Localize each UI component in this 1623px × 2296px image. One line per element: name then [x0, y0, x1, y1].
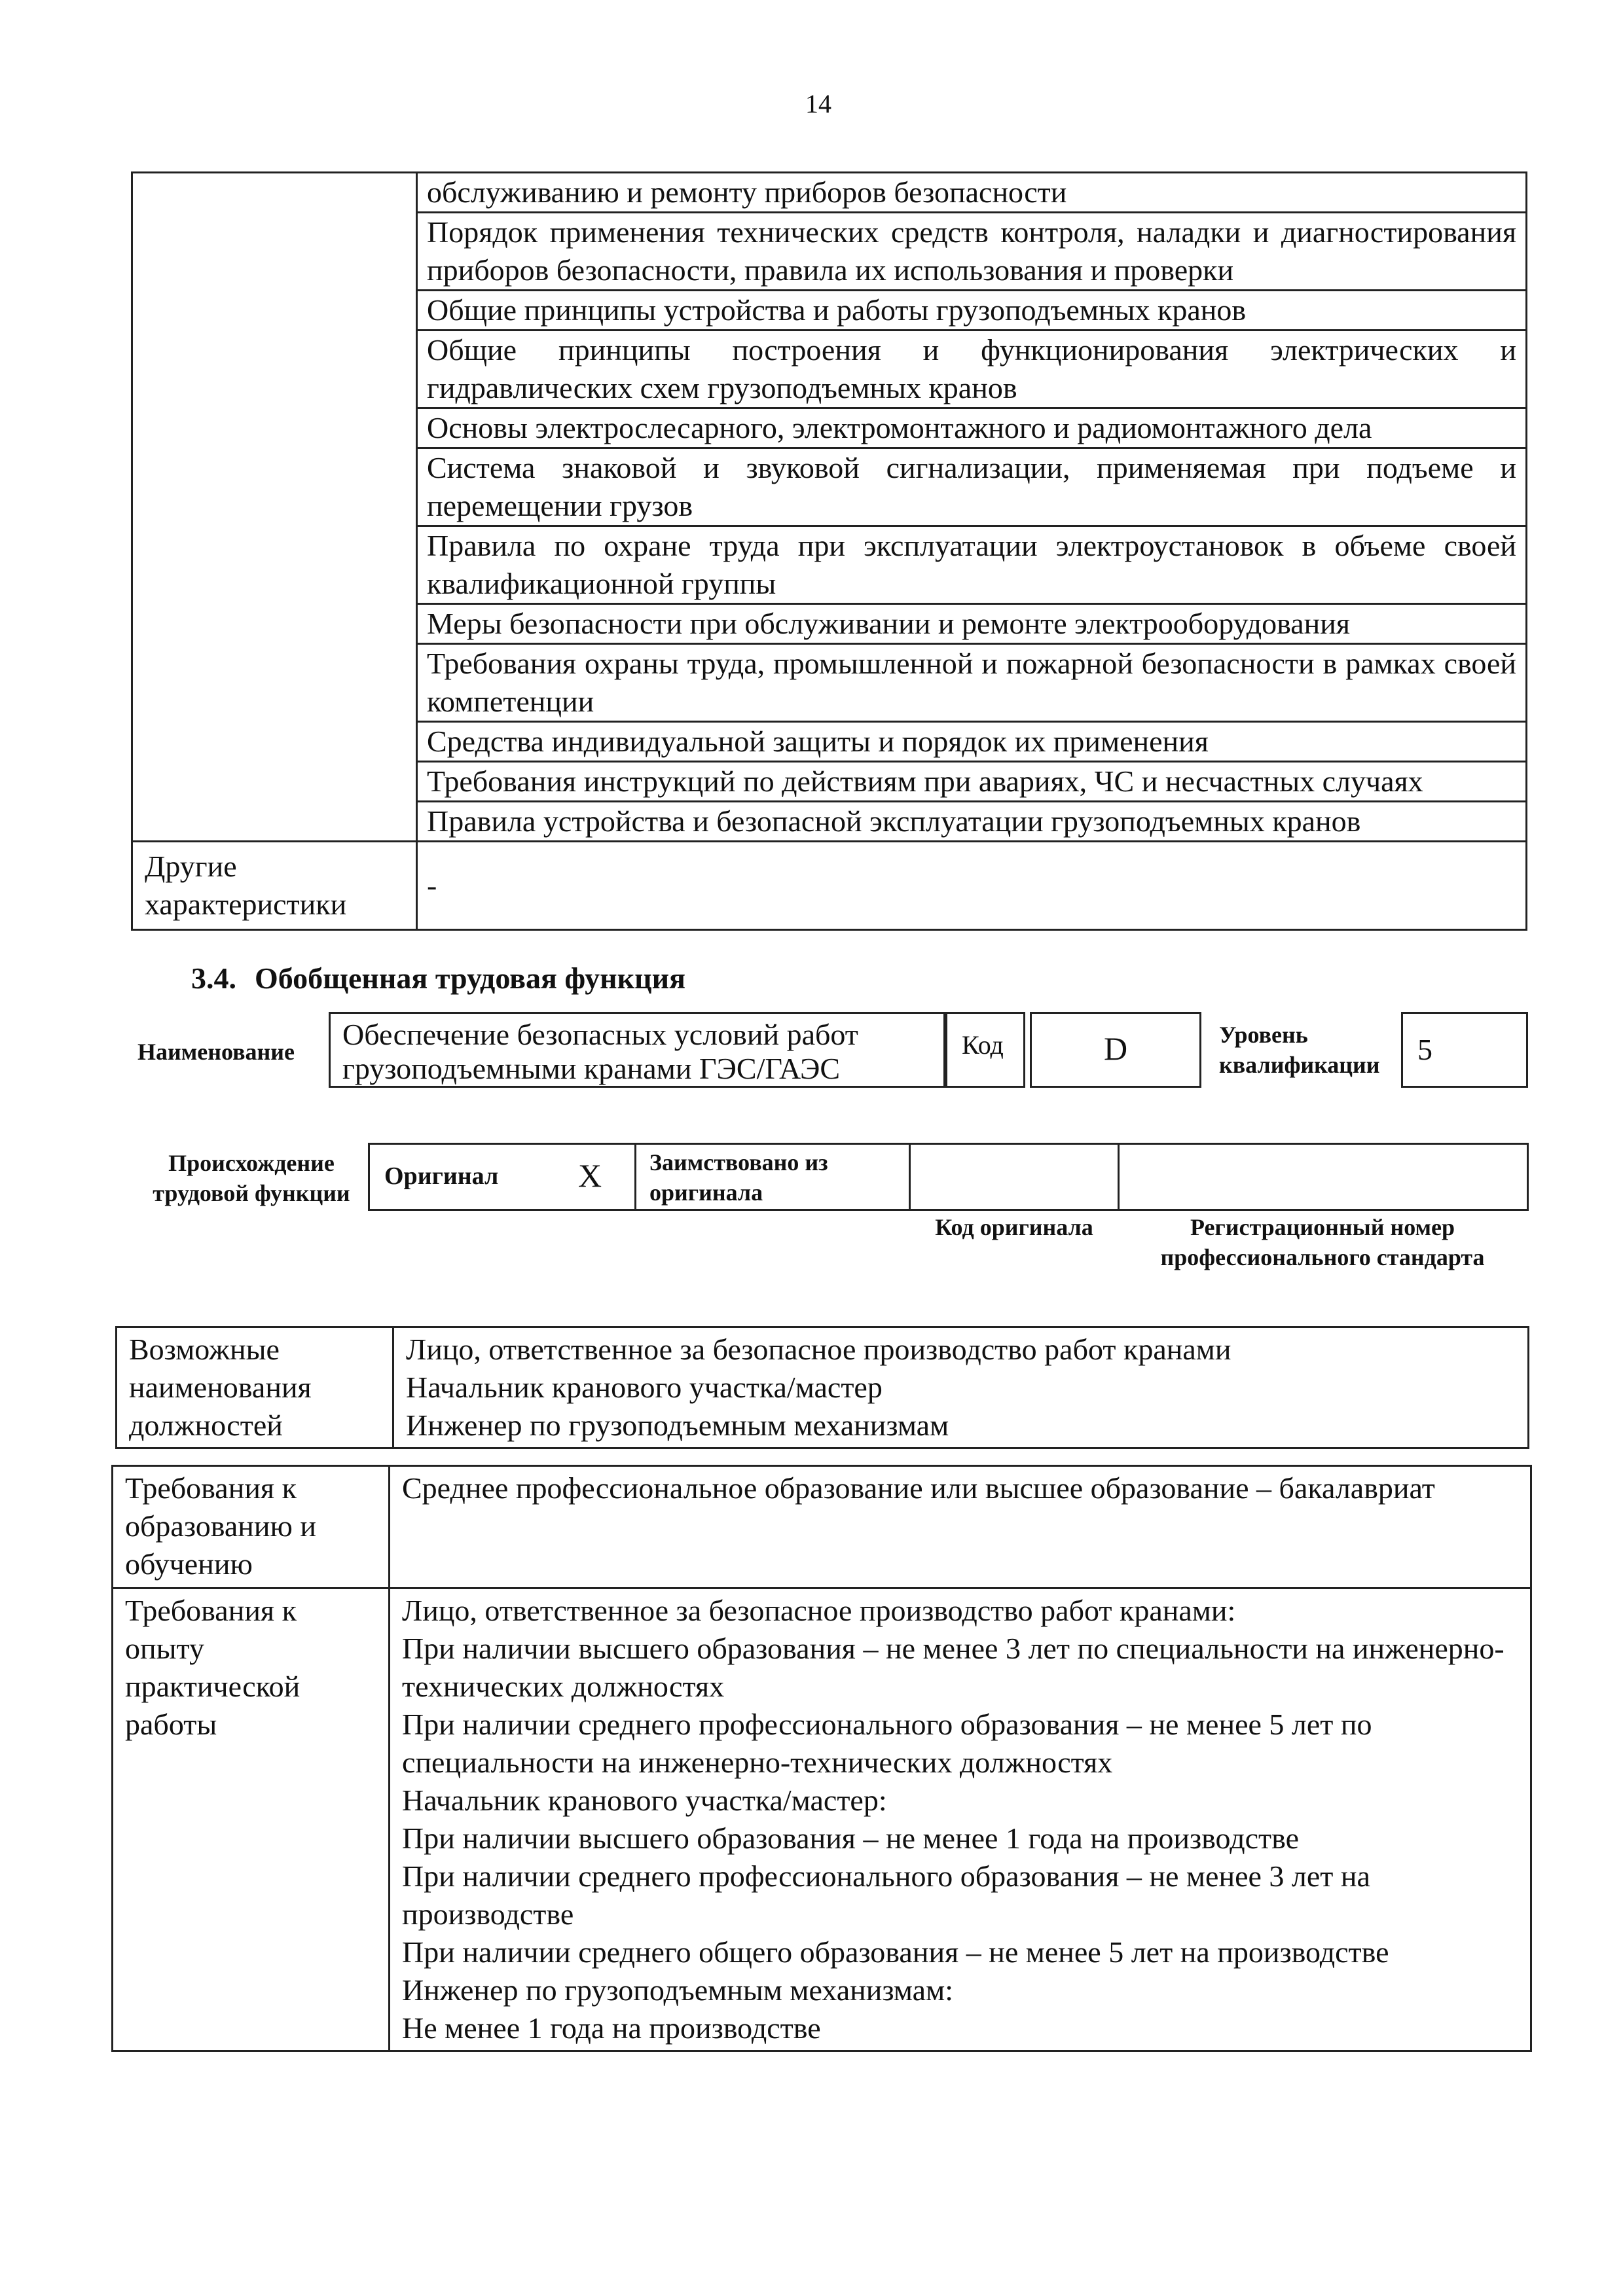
experience-values-cell — [390, 1588, 1531, 2051]
level-value-box — [1401, 1012, 1528, 1088]
knowledge-item: Меры безопасности при обслуживании и ремонте электрооборудования — [417, 604, 1527, 644]
knowledge-item: Основы электрослесарного, электромонтажного и радиомонтажного дела — [417, 408, 1527, 448]
knowledge-item: Требования охраны труда, промышленной и пожарной безопасности в рамках своей компетенции — [417, 644, 1527, 722]
position-item: Лицо, ответственное за безопасное производство работ кранами — [406, 1333, 1231, 1366]
knowledge-item: Правила по охране труда при эксплуатации электроустановок в объеме своей квалификационной группы — [417, 526, 1527, 604]
knowledge-label-cell — [132, 173, 417, 842]
code-value-box — [1030, 1012, 1201, 1088]
name-label: Наименование — [137, 1039, 295, 1065]
education-value: Среднее профессиональное образование или высшее образование – бакалавриат — [390, 1466, 1531, 1588]
experience-line: Не менее 1 года на производстве — [402, 2011, 821, 2045]
positions-table — [115, 1326, 1529, 1449]
knowledge-item: Система знаковой и звуковой сигнализации, применяемая при подъеме и перемещении грузов — [417, 448, 1527, 526]
position-item: Инженер по грузоподъемным механизмам — [406, 1408, 949, 1442]
experience-line: Начальник кранового участка/мастер: — [402, 1784, 887, 1817]
knowledge-table — [131, 171, 1527, 931]
knowledge-item: Общие принципы устройства и работы грузоподъемных кранов — [417, 291, 1527, 331]
experience-line: При наличии среднего профессионального образования – не менее 5 лет по специальности на инженерно-технических должностях — [402, 1708, 1372, 1779]
knowledge-item: обслуживанию и ремонту приборов безопасности — [417, 173, 1527, 213]
level-value: 5 — [1417, 1033, 1432, 1066]
code-label: Код — [962, 1030, 1004, 1060]
experience-label: Требования к опыту практической работы — [113, 1588, 390, 2051]
level-label: Уровень квалификации — [1219, 1022, 1380, 1078]
experience-line: При наличии высшего образования – не менее 1 года на производстве — [402, 1821, 1300, 1855]
requirements-table — [111, 1465, 1532, 2052]
borrowed-box — [634, 1143, 911, 1211]
knowledge-item: Средства индивидуальной защиты и порядок их применения — [417, 722, 1527, 762]
experience-line: При наличии среднего общего образования – не менее 5 лет на производстве — [402, 1935, 1389, 1969]
registration-number-caption: Регистрационный номер профессионального стандарта — [1160, 1214, 1485, 1270]
experience-line: Инженер по грузоподъемным механизмам: — [402, 1973, 953, 2007]
page-number: 14 — [805, 89, 831, 118]
function-name-value: Обеспечение безопасных условий работ грузоподъемными кранами ГЭС/ГАЭС — [342, 1018, 858, 1085]
original-box — [368, 1143, 636, 1211]
positions-label: Возможные наименования должностей — [117, 1327, 393, 1448]
other-characteristics-label: Другие характеристики — [132, 842, 417, 930]
origin-label: Происхождение трудовой функции — [153, 1150, 350, 1206]
section-title: Обобщенная трудовая функция — [255, 961, 685, 995]
other-characteristics-value: - — [417, 842, 1527, 930]
section-heading — [191, 961, 685, 996]
registration-number-box — [1118, 1143, 1529, 1211]
original-code-box — [909, 1143, 1120, 1211]
borrowed-label: Заимствовано из оригинала — [649, 1149, 828, 1206]
knowledge-item: Правила устройства и безопасной эксплуатации грузоподъемных кранов — [417, 802, 1527, 842]
positions-values-cell — [393, 1327, 1529, 1448]
experience-line: Лицо, ответственное за безопасное производство работ кранами: — [402, 1594, 1236, 1627]
original-code-caption: Код оригинала — [935, 1214, 1093, 1240]
function-name-box — [329, 1012, 945, 1088]
experience-line: При наличии среднего профессионального образования – не менее 3 лет на производстве — [402, 1859, 1370, 1931]
code-label-box — [945, 1012, 1025, 1088]
experience-line: При наличии высшего образования – не менее 3 лет по специальности на инженерно-технических должностях — [402, 1632, 1504, 1703]
original-mark: X — [578, 1157, 602, 1194]
original-label: Оригинал — [384, 1162, 499, 1190]
knowledge-item: Порядок применения технических средств контроля, наладки и диагностирования приборов безопасности, правила их использования и проверки — [417, 213, 1527, 291]
knowledge-item: Требования инструкций по действиям при авариях, ЧС и несчастных случаях — [417, 762, 1527, 802]
position-item: Начальник кранового участка/мастер — [406, 1371, 883, 1404]
section-number: 3.4. — [191, 961, 236, 995]
knowledge-item: Общие принципы построения и функционирования электрических и гидравлических схем грузоподъемных кранов — [417, 331, 1527, 408]
code-value: D — [1103, 1030, 1128, 1067]
education-label: Требования к образованию и обучению — [113, 1466, 390, 1588]
